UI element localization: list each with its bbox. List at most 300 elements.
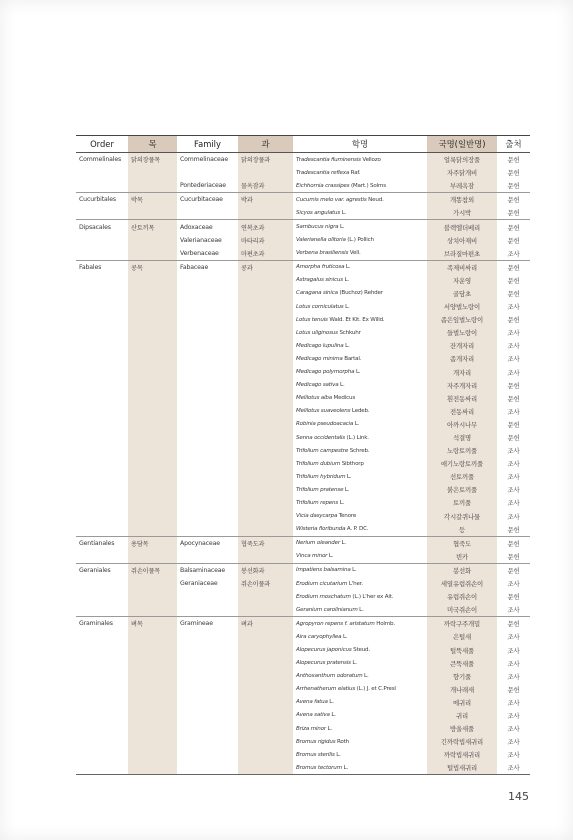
scientific-name-binomial: Trifolium pratense — [296, 486, 344, 493]
cell-family: Commelinaceae — [177, 153, 238, 167]
cell-family — [177, 748, 238, 761]
scientific-name-author: Tenore — [338, 513, 357, 520]
cell-korean-name: 붉은토끼풀 — [427, 483, 497, 496]
scientific-name-binomial: Wisteria floribunda — [296, 526, 346, 533]
cell-mok — [128, 550, 177, 564]
cell-source: 조사 — [507, 368, 520, 377]
cell-mok — [128, 379, 177, 392]
cell-gwa — [238, 696, 293, 709]
cell-mok: 콩목 — [128, 260, 177, 274]
cell-source: 문헌 — [497, 260, 530, 274]
cell-scientific-name — [293, 153, 427, 167]
cell-source: 문헌 — [497, 153, 530, 167]
cell-family — [177, 392, 238, 405]
cell-korean-name: 토끼풀 — [427, 496, 497, 509]
cell-korean-name: 까락구주개밀 — [427, 617, 497, 631]
cell-family — [177, 326, 238, 339]
cell-mok — [128, 630, 177, 643]
scientific-name-binomial: Trifolium hybridum — [296, 473, 346, 480]
scientific-name-binomial: Lotus uliginosus — [296, 329, 338, 336]
cell-mok — [128, 670, 177, 683]
cell-source: 문헌 — [497, 193, 530, 207]
scientific-name-author: Vellozo — [362, 156, 381, 163]
scientific-name-binomial: Agropyron repens f. aristatum — [296, 620, 375, 627]
table-row — [76, 735, 530, 748]
scientific-name-binomial: Astragalus sinicus — [296, 277, 343, 284]
cell-gwa — [238, 470, 293, 483]
cell-source: 문헌 — [507, 525, 520, 534]
cell-family — [177, 405, 238, 418]
cell-source: 조사 — [507, 512, 520, 521]
cell-mok: 벼목 — [128, 617, 177, 631]
cell-korean-name: 향기풀 — [427, 670, 497, 683]
cell-source: 문헌 — [507, 434, 520, 443]
table-row — [76, 220, 530, 234]
cell-gwa — [238, 590, 293, 603]
cell-scientific-name — [293, 300, 427, 313]
scientific-name-binomial: Aira caryophyllea — [296, 633, 342, 640]
scientific-name-binomial: Vicia dasycarpa — [296, 513, 338, 520]
cell-mok — [128, 709, 177, 722]
cell-family — [177, 670, 238, 683]
cell-source: 조사 — [507, 499, 520, 508]
cell-family: Balsaminaceae — [177, 563, 238, 577]
table-row — [76, 247, 530, 261]
cell-order — [76, 274, 128, 287]
cell-korean-name: 석결명 — [427, 431, 497, 444]
cell-korean-name: 세열유럽쥐손이 — [427, 577, 497, 590]
cell-korean-name: 족제비싸리 — [427, 260, 497, 274]
table-row — [76, 722, 530, 735]
table-row — [76, 470, 530, 483]
cell-order — [76, 379, 128, 392]
table-row — [76, 234, 530, 247]
scientific-name-author: L. — [340, 224, 345, 231]
cell-gwa: 콩과 — [238, 260, 293, 274]
cell-korean-name: 노랑토끼풀 — [427, 444, 497, 457]
table-row — [76, 590, 530, 603]
cell-gwa: 마타리과 — [238, 234, 293, 247]
scientific-name-binomial: Valerianella olitoria — [296, 237, 346, 244]
cell-scientific-name — [293, 483, 427, 496]
cell-mok — [128, 366, 177, 379]
table-row — [76, 683, 530, 696]
cell-family: Geraniaceae — [180, 580, 218, 588]
cell-scientific-name — [293, 643, 427, 656]
scientific-name-author: L. — [352, 660, 357, 667]
cell-korean-name: 개자리 — [427, 366, 497, 379]
cell-gwa: 닭의장풀과 — [238, 153, 293, 167]
cell-family: Fabaceae — [177, 260, 238, 274]
table-row — [76, 483, 530, 496]
cell-scientific-name — [293, 657, 427, 670]
cell-source: 문헌 — [507, 316, 520, 325]
table-row — [76, 287, 530, 300]
cell-mok — [128, 274, 177, 287]
scientific-name-binomial: Alopecurus japonicus — [296, 647, 352, 654]
cell-scientific-name — [293, 722, 427, 735]
cell-scientific-name — [293, 339, 427, 352]
cell-source: 조사 — [507, 738, 520, 747]
cell-gwa: 마편초과 — [238, 247, 293, 261]
cell-mok — [128, 326, 177, 339]
scientific-name-author: L. — [341, 209, 347, 216]
cell-scientific-name — [293, 179, 427, 193]
cell-source: 조사 — [507, 606, 520, 615]
scientific-name-binomial: Melilotus alba — [296, 395, 332, 402]
cell-scientific-name — [293, 206, 427, 220]
scientific-name-author: (Mart.) Solms — [350, 182, 386, 189]
cell-order — [76, 550, 128, 564]
cell-korean-name: 선토끼풀 — [427, 470, 497, 483]
cell-order — [76, 670, 128, 683]
cell-mok — [128, 300, 177, 313]
scientific-name-author: L. — [345, 303, 350, 310]
cell-order — [76, 179, 128, 193]
cell-order — [76, 234, 128, 247]
scientific-name-author: Ledeb. — [351, 408, 370, 415]
cell-scientific-name — [293, 510, 427, 523]
cell-mok — [128, 590, 177, 603]
table-row — [76, 166, 530, 179]
cell-korean-name: 유럽쥐손이 — [427, 590, 497, 603]
cell-gwa — [238, 657, 293, 670]
cell-family — [177, 166, 238, 179]
cell-mok — [128, 696, 177, 709]
cell-scientific-name — [293, 234, 427, 247]
scientific-name-author: L. — [344, 486, 350, 493]
cell-korean-name: 상치아재비 — [427, 234, 497, 247]
cell-mok — [128, 603, 177, 617]
cell-order — [76, 657, 128, 670]
cell-scientific-name — [293, 444, 427, 457]
scientific-name-binomial: Amorpha fruticosa — [296, 264, 345, 271]
cell-mok — [128, 405, 177, 418]
scientific-name-binomial: Senna occidentalis — [296, 434, 345, 441]
table-row — [76, 444, 530, 457]
cell-mok: 쥐손이풀목 — [128, 563, 177, 577]
cell-scientific-name — [293, 431, 427, 444]
cell-source: 문헌 — [507, 685, 520, 694]
cell-order — [76, 431, 128, 444]
table-row — [76, 339, 530, 352]
table-row — [76, 510, 530, 523]
cell-gwa — [238, 313, 293, 326]
scientific-name-binomial: Sambucus nigra — [296, 224, 339, 231]
scientific-name-author: L. — [342, 633, 348, 640]
scientific-name-author: Vell. — [349, 250, 361, 257]
cell-family — [177, 550, 238, 564]
scientific-name-author: L. — [328, 553, 334, 560]
cell-gwa — [238, 709, 293, 722]
cell-family — [177, 444, 238, 457]
cell-mok — [128, 444, 177, 457]
cell-source: 조사 — [507, 486, 520, 495]
cell-order — [76, 577, 128, 590]
cell-order: Commelinales — [76, 153, 128, 167]
cell-source: 문헌 — [507, 169, 520, 178]
cell-korean-name: 서양벌노랑이 — [427, 300, 497, 313]
cell-mok — [128, 339, 177, 352]
cell-korean-name: 자운영 — [427, 274, 497, 287]
table-header-row — [76, 136, 530, 153]
scientific-name-author: (L.) J. et C.Presl — [356, 686, 396, 693]
scientific-name-binomial: Medicago polymorpha — [296, 369, 355, 376]
scientific-name-binomial: Bromus sterilis — [296, 751, 335, 758]
table-row — [76, 523, 530, 537]
cell-order — [76, 761, 128, 775]
scientific-name-author: L. — [331, 712, 336, 719]
cell-gwa — [238, 670, 293, 683]
cell-family: Cucurbitaceae — [177, 193, 238, 207]
scientific-name-binomial: Impatiens balsamina — [296, 567, 351, 574]
cell-scientific-name — [293, 166, 427, 179]
scientific-name-binomial: Medicago sativa — [296, 382, 339, 389]
scientific-name-binomial: Medicago minima — [296, 355, 343, 362]
cell-source: 조사 — [507, 329, 520, 338]
cell-gwa: 벼과 — [238, 617, 293, 631]
species-table-container — [76, 135, 530, 775]
scientific-name-author: Raf. — [350, 169, 361, 176]
cell-family — [177, 696, 238, 709]
cell-korean-name: 들벌노랑이 — [427, 326, 497, 339]
cell-scientific-name — [293, 313, 427, 326]
cell-family: Adoxaceae — [177, 220, 238, 234]
cell-order — [76, 444, 128, 457]
scientific-name-binomial: Trifolium dubium — [296, 460, 341, 467]
scientific-name-author: Sibthorp — [341, 460, 364, 467]
cell-korean-name: 전동싸리 — [427, 405, 497, 418]
cell-mok: 닭의장풀목 — [128, 153, 177, 167]
cell-source: 문헌 — [507, 394, 520, 403]
cell-order — [76, 748, 128, 761]
cell-gwa — [238, 683, 293, 696]
cell-gwa — [238, 457, 293, 470]
scientific-name-binomial: Nerium oleander — [296, 540, 340, 547]
cell-gwa: 물옥잠과 — [238, 179, 293, 193]
cell-order — [76, 470, 128, 483]
cell-family — [177, 206, 238, 220]
cell-korean-name: 메귀리 — [427, 696, 497, 709]
cell-korean-name: 골담초 — [427, 287, 497, 300]
scientific-name-author: L. — [344, 277, 350, 284]
cell-order: Graminales — [76, 617, 128, 631]
cell-order — [76, 496, 128, 509]
scientific-name-binomial: Tradescantia fluminensis — [296, 156, 361, 163]
scientific-name-binomial: Erodium moschatum — [296, 593, 351, 600]
table-body — [76, 153, 530, 775]
table-row — [76, 550, 530, 564]
cell-scientific-name — [293, 735, 427, 748]
cell-scientific-name — [293, 220, 427, 234]
cell-scientific-name — [293, 761, 427, 775]
cell-korean-name: 부레옥잠 — [427, 179, 497, 193]
cell-family — [177, 722, 238, 735]
cell-korean-name: 미국쥐손이 — [427, 603, 497, 617]
cell-order — [76, 483, 128, 496]
cell-source: 문헌 — [497, 536, 530, 550]
cell-korean-name: 자주닭개비 — [427, 166, 497, 179]
cell-source: 조사 — [507, 460, 520, 469]
scientific-name-author: L. — [340, 382, 345, 389]
table-row — [76, 563, 530, 577]
scientific-name-author: L. — [343, 764, 348, 771]
cell-korean-name: 빈카 — [427, 550, 497, 564]
cell-gwa — [238, 405, 293, 418]
cell-korean-name: 애기노랑토끼풀 — [427, 457, 497, 470]
cell-source: 문헌 — [497, 617, 530, 631]
scientific-name-author: L. — [329, 699, 334, 706]
scientific-name-binomial: Medicago lupulina — [296, 342, 344, 349]
cell-source: 조사 — [507, 303, 520, 312]
cell-mok — [128, 457, 177, 470]
cell-korean-name: 가시박 — [427, 206, 497, 220]
cell-gwa — [238, 379, 293, 392]
cell-mok — [128, 418, 177, 431]
cell-korean-name: 브라질마편초 — [427, 247, 497, 261]
cell-family — [177, 379, 238, 392]
cell-scientific-name — [293, 748, 427, 761]
cell-source: 문헌 — [507, 420, 520, 429]
cell-family — [177, 418, 238, 431]
table-row — [76, 193, 530, 207]
cell-source: 문헌 — [507, 593, 520, 602]
cell-order: Gentianales — [76, 536, 128, 550]
table-row — [76, 670, 530, 683]
header-family: Family — [177, 136, 238, 153]
cell-order — [76, 366, 128, 379]
scientific-name-binomial: Anthoxanthum odoratum — [296, 673, 363, 680]
cell-scientific-name — [293, 550, 427, 564]
cell-scientific-name — [293, 392, 427, 405]
cell-korean-name: 개나래새 — [427, 683, 497, 696]
cell-order — [76, 510, 128, 523]
cell-korean-name: 좀개자리 — [427, 352, 497, 365]
cell-scientific-name — [293, 418, 427, 431]
cell-korean-name: 얼룩닭의장풀 — [427, 153, 497, 167]
table-row — [76, 179, 530, 193]
cell-gwa — [238, 496, 293, 509]
table-row — [76, 617, 530, 631]
cell-mok — [128, 247, 177, 261]
cell-mok — [128, 577, 177, 590]
cell-mok — [128, 179, 177, 193]
cell-korean-name: 잔개자리 — [427, 339, 497, 352]
cell-scientific-name — [293, 496, 427, 509]
header-korean-name: 국명(일반명) — [427, 136, 497, 153]
table-row — [76, 352, 530, 365]
cell-gwa: 쥐손이풀과 — [238, 577, 293, 590]
scientific-name-binomial: Lotus corniculatus — [296, 303, 344, 310]
cell-family: Apocynaceae — [177, 536, 238, 550]
table-row — [76, 300, 530, 313]
scientific-name-author: L. — [339, 499, 345, 506]
scientific-name-author: (L.) Pollich — [347, 237, 374, 244]
cell-family — [177, 523, 238, 537]
table-row — [76, 536, 530, 550]
cell-mok — [128, 234, 177, 247]
header-gwa: 과 — [238, 136, 293, 153]
cell-korean-name: 협죽도 — [427, 536, 497, 550]
cell-scientific-name — [293, 379, 427, 392]
cell-order — [76, 735, 128, 748]
cell-gwa — [238, 366, 293, 379]
cell-family — [177, 657, 238, 670]
cell-korean-name: 등 — [427, 523, 497, 537]
table-row — [76, 709, 530, 722]
cell-mok — [128, 496, 177, 509]
cell-family — [177, 643, 238, 656]
cell-order — [76, 722, 128, 735]
table-row — [76, 326, 530, 339]
cell-scientific-name — [293, 603, 427, 617]
cell-korean-name: 까락빕새귀리 — [427, 748, 497, 761]
cell-korean-name: 방울새풀 — [427, 722, 497, 735]
scientific-name-author: (L.) Link. — [346, 434, 369, 441]
cell-mok — [128, 313, 177, 326]
scientific-name-author: L. — [341, 540, 347, 547]
cell-order — [76, 247, 128, 261]
cell-scientific-name — [293, 590, 427, 603]
cell-source: 조사 — [507, 249, 520, 258]
cell-korean-name: 털뚝새풀 — [427, 643, 497, 656]
scientific-name-binomial: Avena fatua — [296, 699, 328, 706]
cell-source: 조사 — [507, 646, 520, 655]
cell-source: 조사 — [507, 711, 520, 720]
cell-scientific-name — [293, 683, 427, 696]
scientific-name-binomial: Bromus tectorum — [296, 764, 342, 771]
cell-order — [76, 523, 128, 537]
cell-mok — [128, 352, 177, 365]
cell-family — [177, 457, 238, 470]
cell-order: Cucurbitales — [76, 193, 128, 207]
cell-order — [76, 405, 128, 418]
cell-order — [76, 352, 128, 365]
scientific-name-binomial: Briza minor — [296, 725, 326, 732]
cell-scientific-name — [293, 326, 427, 339]
cell-order: Fabales — [76, 260, 128, 274]
cell-family — [177, 761, 238, 775]
cell-mok — [128, 510, 177, 523]
cell-korean-name: 은털새 — [427, 630, 497, 643]
cell-mok — [128, 523, 177, 537]
page-number: 145 — [508, 790, 529, 803]
cell-family — [177, 483, 238, 496]
cell-family — [177, 510, 238, 523]
table-row — [76, 418, 530, 431]
cell-scientific-name — [293, 563, 427, 577]
scientific-name-author: Holmb. — [376, 620, 395, 627]
scientific-name-binomial: Alopecurus pratensis — [296, 660, 351, 667]
cell-family — [177, 590, 238, 603]
header-order: Order — [76, 136, 128, 153]
cell-gwa — [238, 630, 293, 643]
scientific-name-author: L. — [364, 673, 369, 680]
cell-korean-name: 털빕새귀리 — [427, 761, 497, 775]
scientific-name-binomial: Caragana sinica — [296, 290, 338, 297]
cell-mok — [128, 431, 177, 444]
cell-gwa — [238, 748, 293, 761]
table-row — [76, 748, 530, 761]
cell-gwa — [238, 603, 293, 617]
cell-mok — [128, 166, 177, 179]
cell-korean-name: 좁은잎벌노랑이 — [427, 313, 497, 326]
scientific-name-author: Wald. Et Kit. Ex Willd. — [329, 316, 385, 323]
scientific-name-author: L. — [327, 725, 332, 732]
cell-order — [76, 166, 128, 179]
scientific-name-author: L. — [354, 421, 360, 428]
cell-source: 문헌 — [497, 220, 530, 234]
